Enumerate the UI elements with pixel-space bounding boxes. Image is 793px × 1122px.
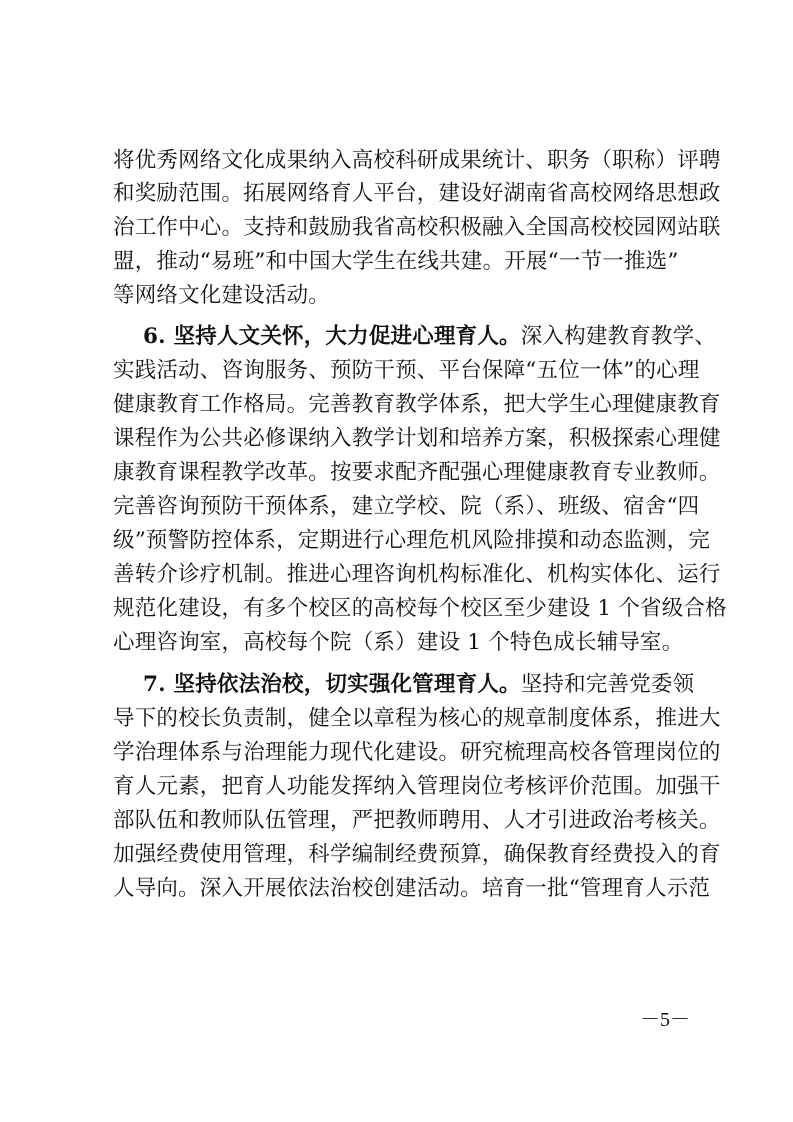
text-line	[113, 772, 721, 802]
text-line	[113, 560, 721, 590]
line-text: 导下的校长负责制，健全以章程为核心的规章制度体系，推进大	[113, 706, 721, 731]
text-line	[113, 704, 721, 734]
line-text: 育人元素，把育人功能发挥纳入管理岗位考核评价范围。加强干	[113, 774, 721, 799]
line-text: 和奖励范围。拓展网络育人平台，建设好湖南省高校网络思想政	[113, 181, 721, 206]
line-text: 盟，推动“易班”和中国大学生在线共建。开展“一节一推选”	[113, 249, 679, 274]
text-line	[143, 670, 695, 700]
line-text: 级”预警防控体系，定期进行心理危机风险排摸和动态监测，完	[113, 528, 711, 553]
line-text: 学治理体系与治理能力现代化建设。研究梳理高校各管理岗位的	[113, 740, 721, 765]
line-text: 实践活动、咨询服务、预防干预、平台保障“五位一体”的心理	[113, 358, 700, 383]
line-text: 深入构建教育教学、	[520, 324, 717, 349]
section-heading: 7. 坚持依法治校，切实强化管理育人。	[143, 672, 521, 697]
page-number: －5－	[640, 1009, 690, 1031]
text-line	[113, 424, 721, 454]
line-text: 课程作为公共必修课纳入教学计划和培养方案，积极探索心理健	[113, 426, 721, 451]
text-line	[113, 247, 683, 277]
text-line	[113, 356, 700, 386]
line-text: 善转介诊疗机制。推进心理咨询机构标准化、机构实体化、运行	[113, 562, 721, 587]
line-text: 治工作中心。支持和鼓励我省高校积极融入全国高校校园网站联	[113, 215, 721, 240]
line-text: 坚持和完善党委领	[520, 672, 695, 697]
text-line	[113, 458, 721, 488]
text-line	[113, 179, 721, 209]
text-line	[113, 526, 711, 556]
text-line	[113, 628, 683, 658]
text-line	[113, 594, 727, 624]
text-line	[113, 146, 721, 176]
text-line	[113, 738, 721, 768]
text-line	[113, 806, 721, 836]
text-line	[113, 281, 683, 311]
line-text: 人导向。深入开展依法治校创建活动。培育一批“管理育人示范	[113, 876, 711, 901]
text-line	[113, 213, 721, 243]
text-line	[113, 390, 721, 420]
text-line	[113, 492, 700, 522]
line-text: 等网络文化建设活动。	[113, 283, 331, 308]
line-text: 心理咨询室，高校每个院（系）建设 1 个特色成长辅导室。	[113, 630, 684, 655]
text-line	[143, 322, 717, 352]
section-heading: 6. 坚持人文关怀，大力促进心理育人。	[143, 324, 521, 349]
text-line	[113, 840, 721, 870]
line-text: 健康教育工作格局。完善教育教学体系，把大学生心理健康教育	[113, 392, 721, 417]
line-text: 规范化建设，有多个校区的高校每个校区至少建设 1 个省级合格	[113, 596, 727, 621]
line-text: 将优秀网络文化成果纳入高校科研成果统计、职务（职称）评聘	[113, 148, 721, 173]
line-text: 部队伍和教师队伍管理，严把教师聘用、人才引进政治考核关。	[113, 808, 721, 833]
text-line	[113, 874, 711, 904]
line-text: 完善咨询预防干预体系，建立学校、院（系）、班级、宿舍“四	[113, 494, 700, 519]
line-text: 加强经费使用管理，科学编制经费预算，确保教育经费投入的育	[113, 842, 721, 867]
line-text: 康教育课程教学改革。按要求配齐配强心理健康教育专业教师。	[113, 460, 721, 485]
